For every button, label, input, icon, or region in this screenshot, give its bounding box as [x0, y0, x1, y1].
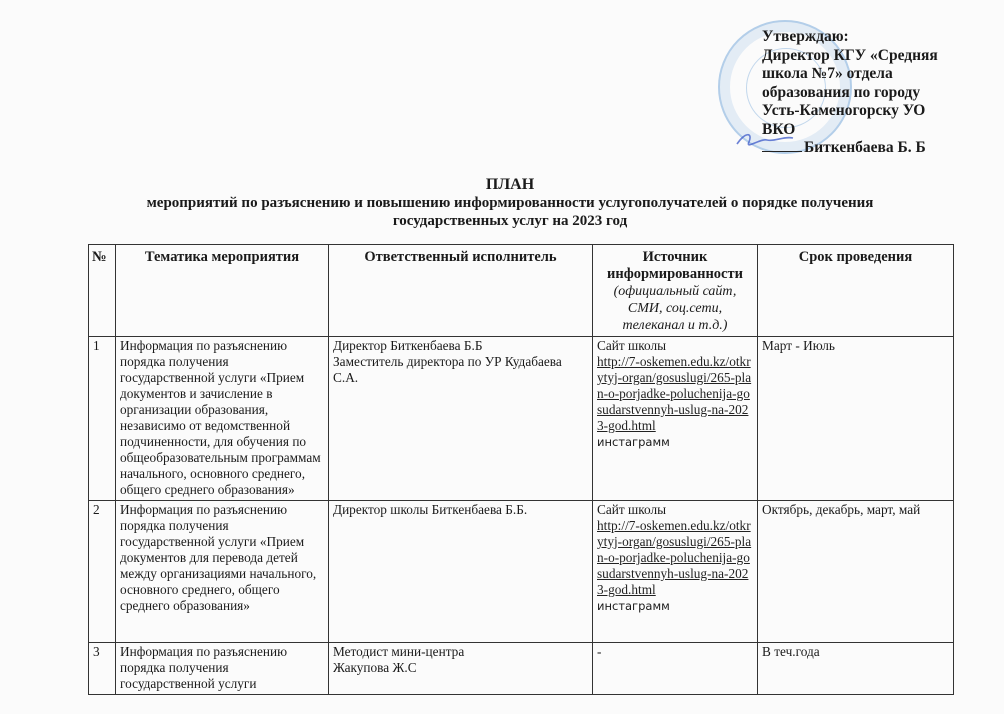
source-link[interactable]: http://7-oskemen.edu.kz/otkrytyj-organ/gosuslugi/265-plan-o-porjadke-poluchenija-gosudarstvennyh-uslug-na-2023-god.html	[597, 354, 752, 433]
header-source-title: Источник информированности	[607, 249, 743, 282]
responsible-line: Заместитель директора по УР Кудабаева С.А.	[333, 354, 562, 385]
approval-line: Директор КГУ «Средняя	[762, 46, 938, 64]
document-title	[60, 176, 960, 230]
header-source	[593, 245, 758, 337]
source-label: Сайт школы	[597, 338, 667, 353]
plan-table	[88, 244, 954, 695]
row-topic: Информация по разъяснению порядка получения государственной услуги «Прием документов для перевода детей между организациями начального, основного среднего, общего среднего образования»	[116, 501, 329, 643]
row-source	[593, 643, 758, 695]
approval-line: ВКО	[762, 120, 796, 138]
row-period: Октябрь, декабрь, март, май	[758, 501, 954, 643]
table-row	[89, 643, 954, 695]
approval-heading: Утверждаю:	[762, 28, 849, 45]
approval-signatory: Биткенбаева Б. Б	[804, 139, 926, 156]
header-topic: Тематика мероприятия	[116, 245, 329, 337]
header-source-note: (официальный сайт, СМИ, соц.сети, телеканал и т.д.)	[613, 284, 737, 333]
header-num: №	[89, 245, 116, 337]
header-period: Срок проведения	[758, 245, 954, 337]
source-link[interactable]: http://7-oskemen.edu.kz/otkrytyj-organ/gosuslugi/265-plan-o-porjadke-poluchenija-gosudarstvennyh-uslug-na-2023-god.html	[597, 518, 752, 597]
table-row	[89, 337, 954, 501]
signature-line	[762, 151, 802, 152]
source-label: -	[597, 644, 602, 659]
source-label: Сайт школы	[597, 502, 667, 517]
approval-block	[762, 28, 1002, 158]
row-num: 2	[89, 501, 116, 643]
row-source	[593, 501, 758, 643]
approval-line: образования по городу	[762, 83, 921, 101]
responsible-line: Директор Биткенбаева Б.Б	[333, 338, 483, 353]
row-num: 1	[89, 337, 116, 501]
row-period: В теч.года	[758, 643, 954, 695]
row-topic: Информация по разъяснению порядка получения государственной услуги	[116, 643, 329, 695]
table-header-row	[89, 245, 954, 337]
title-main: ПЛАН	[485, 176, 535, 193]
table-row	[89, 501, 954, 643]
row-num: 3	[89, 643, 116, 695]
row-source	[593, 337, 758, 501]
responsible-line: Директор школы Биткенбаева Б.Б.	[333, 502, 528, 517]
row-responsible	[329, 337, 593, 501]
approval-line: Усть-Каменогорску УО	[762, 102, 926, 119]
header-responsible: Ответственный исполнитель	[329, 245, 593, 337]
title-subtitle-line2: государственных услуг на 2023 год	[392, 213, 628, 229]
responsible-line: Жакупова Ж.С	[333, 660, 417, 675]
row-topic: Информация по разъяснению порядка получения государственной услуги «Прием документов и зачисление в организации образования, независимо от ведомственной подчиненности, для обучения по общеобразовательным программам начального, основного среднего, общего среднего образования»	[116, 337, 329, 501]
source-extra: инстаграмм	[597, 435, 670, 449]
row-period: Март - Июль	[758, 337, 954, 501]
responsible-line: Методист мини-центра	[333, 644, 465, 659]
row-responsible	[329, 501, 593, 643]
row-responsible	[329, 643, 593, 695]
title-subtitle-line1: мероприятий по разъяснению и повышению информированности услугополучателей о порядке получения	[146, 195, 874, 211]
approval-line: школа №7» отдела	[762, 65, 893, 82]
source-extra: инстаграмм	[597, 599, 670, 613]
